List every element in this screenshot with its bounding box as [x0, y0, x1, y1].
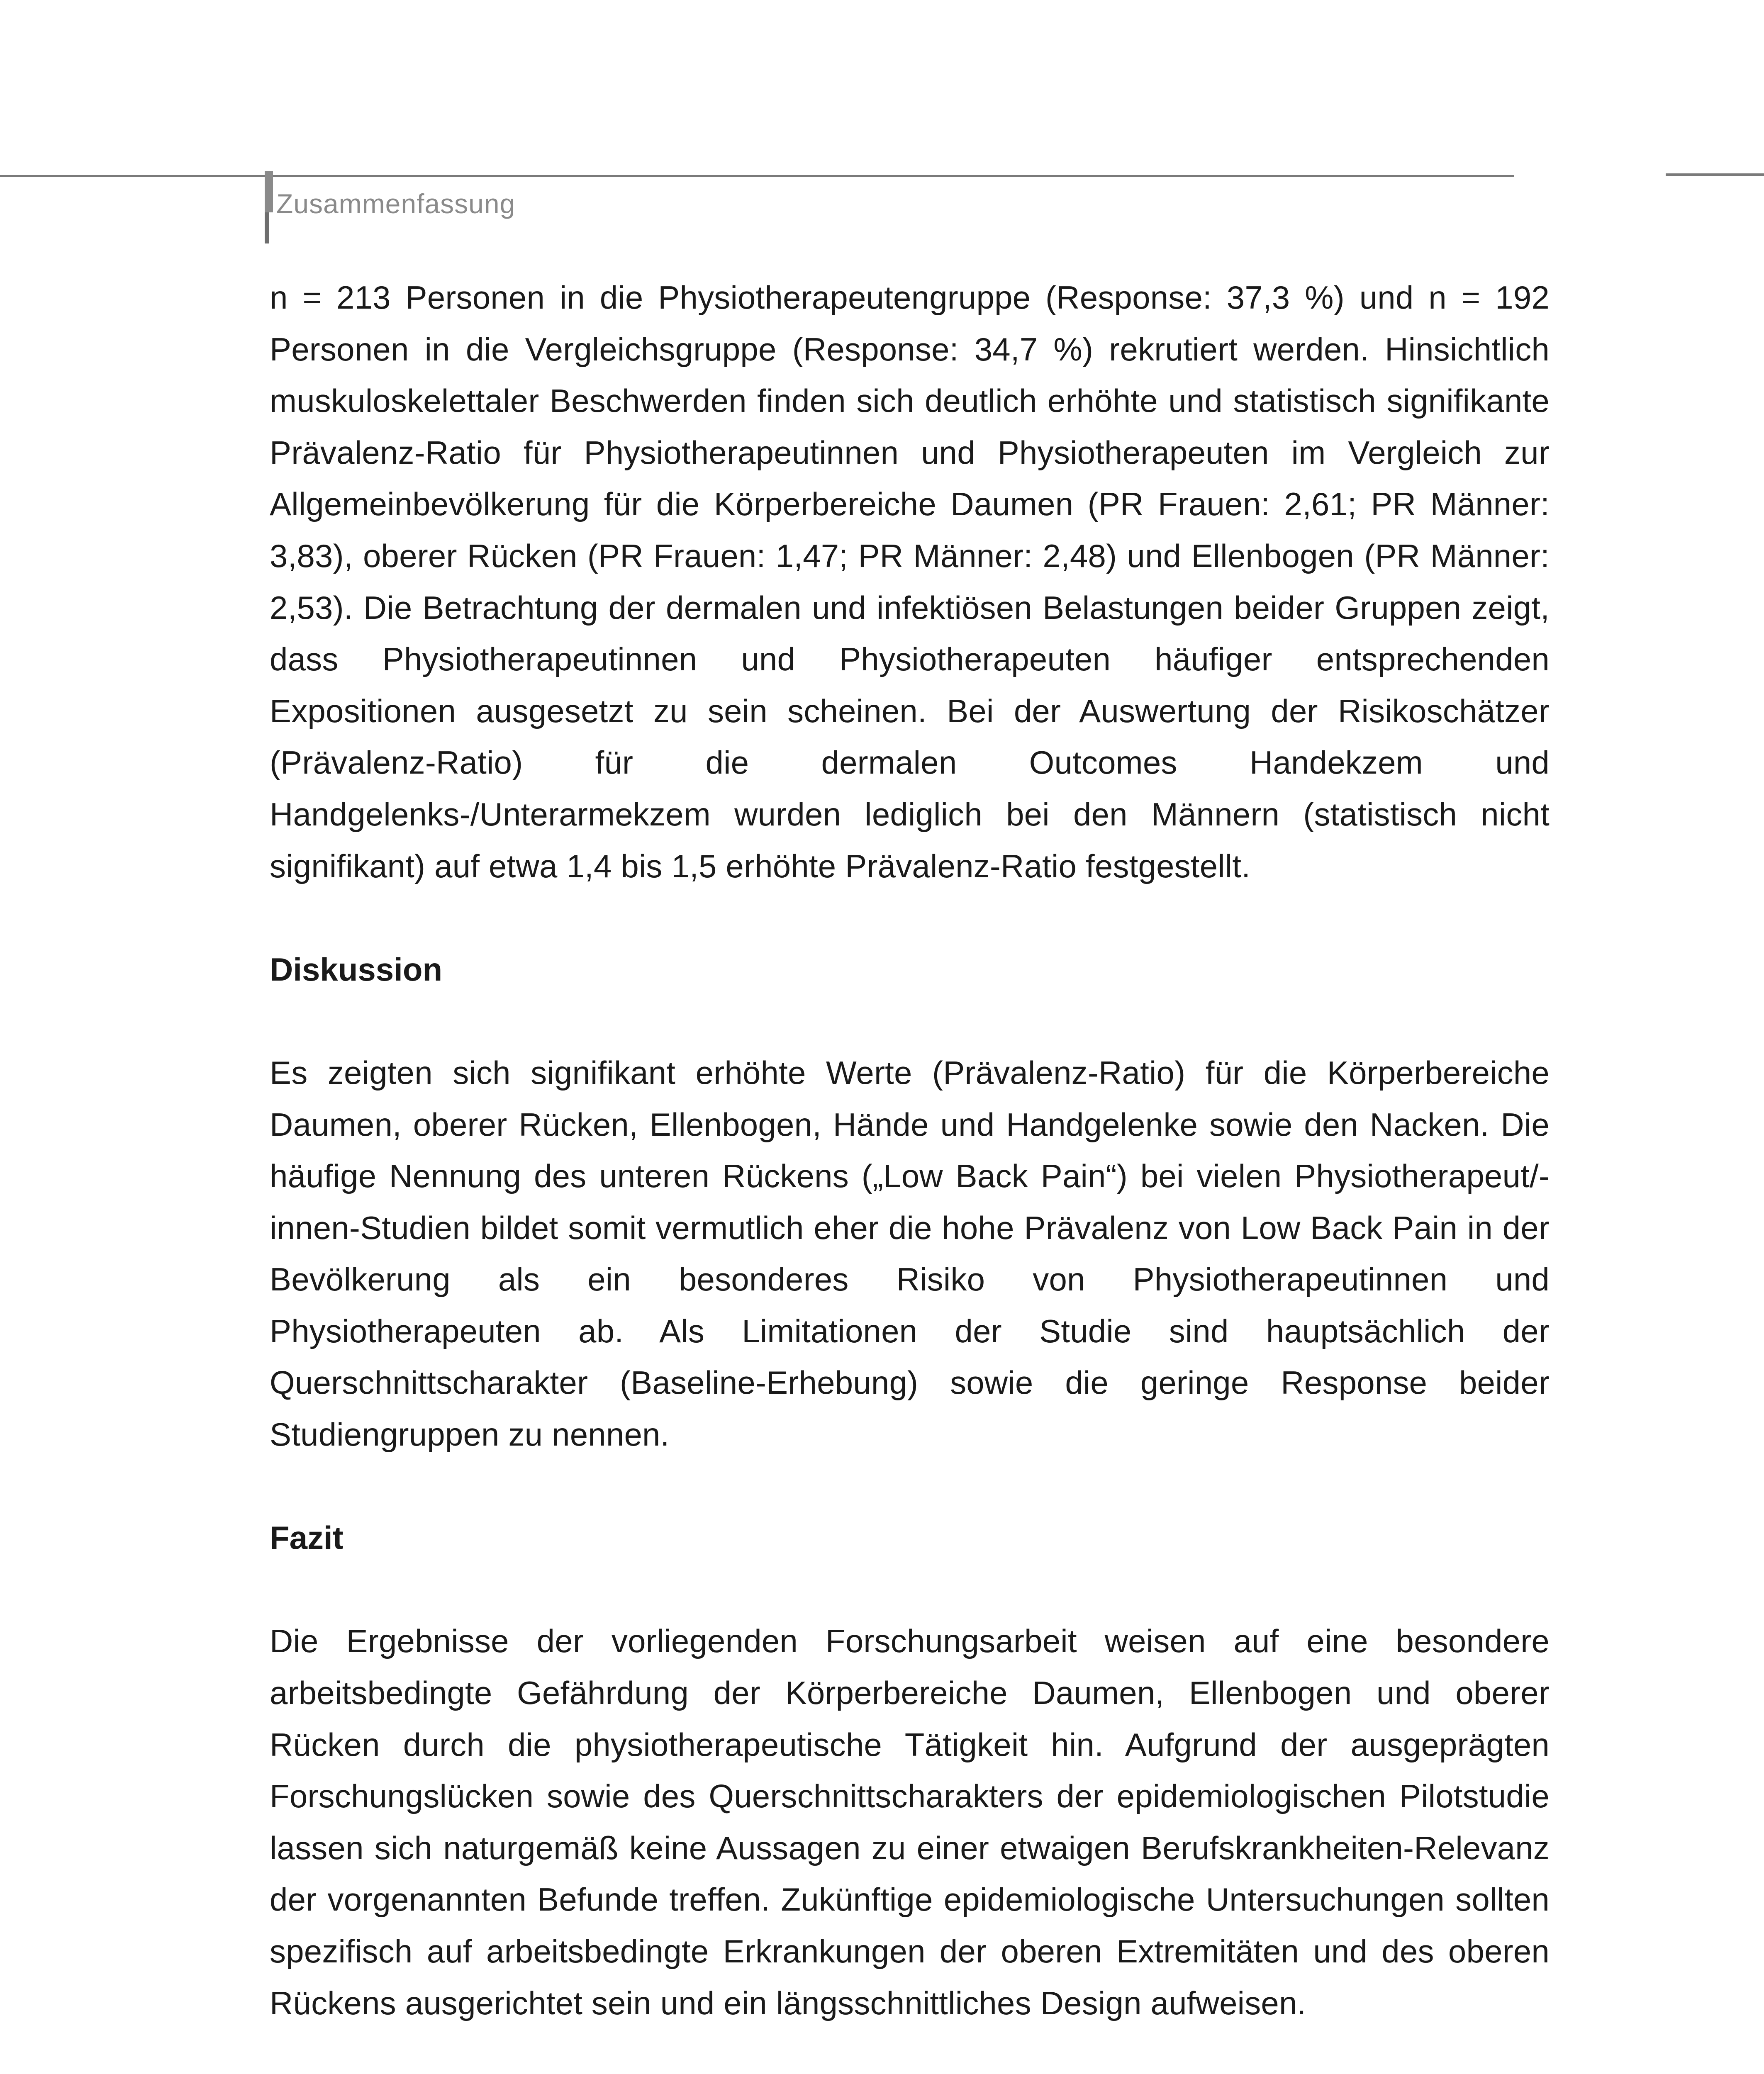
diskussion-paragraph: Es zeigten sich signifikant erhöhte Werte (Prävalenz-Ratio) für die Körperbereiche Daumen, oberer Rücken, Ellenbogen, Hände und Handgelenke sowie den Nacken. Die häufige Nennung des unteren Rückens („Low Back Pain“) bei vielen Physiotherapeut/-innen-Studien bildet somit vermutlich eher die hohe Prävalenz von Low Back Pain in der Bevölkerung als ein besonderes Risiko von Physiotherapeutinnen und Physiotherapeuten ab. Als Limitationen der Studie sind hauptsächlich der Querschnittscharakter (Baseline-Erhebung) sowie die geringe Response beider Studiengruppen zu nennen. — [270, 1054, 1550, 1453]
heading-fazit: Fazit — [270, 1519, 344, 1556]
results-paragraph: n = 213 Personen in die Physiotherapeutengruppe (Response: 37,3 %) und n = 192 Personen in die Vergleichsgruppe (Response: 34,7 %) rekrutiert werden. Hinsichtlich muskuloskelettaler Beschwerden finden sich deutlich erhöhte und statistisch signifikante Prävalenz-Ratio für Physiotherapeutinnen und Physiotherapeuten im Vergleich zur Allgemeinbevölkerung für die Körperbereiche Daumen (PR Frauen: 2,61; PR Männer: 3,83), oberer Rücken (PR Frauen: 1,47; PR Männer: 2,48) und Ellenbogen (PR Männer: 2,53). Die Betrachtung der dermalen und infektiösen Belastungen beider Gruppen zeigt, dass Physiotherapeutinnen und Physiotherapeuten häufiger entsprechenden Expositionen ausgesetzt zu sein scheinen. Bei der Auswertung der Risikoschätzer (Prävalenz-Ratio) für die dermalen Outcomes Handekzem und Handgelenks-/Unterarmekzem wurden lediglich bei den Männern (statistisch nicht signifikant) auf etwa 1,4 bis 1,5 erhöhte Prävalenz-Ratio festgestellt. — [270, 279, 1550, 884]
header-marker-cap — [265, 171, 273, 212]
fazit-paragraph: Die Ergebnisse der vorliegenden Forschungsarbeit weisen auf eine besondere arbeitsbedingte Gefährdung der Körperbereiche Daumen, Ellenbogen und oberer Rücken durch die physiotherapeutische Tätigkeit hin. Aufgrund der ausgeprägten Forschungslücken sowie des Querschnittscharakters der epidemiologischen Pilotstudie lassen sich naturgemäß keine Aussagen zu einer etwaigen Berufskrankheiten-Relevanz der vorgenannten Befunde treffen. Zukünftige epidemiologische Untersuchungen sollten spezifisch auf arbeitsbedingte Erkrankungen der oberen Extremitäten und des oberen Rückens ausgerichtet sein und ein längsschnittliches Design aufweisen. — [270, 1623, 1550, 2021]
header-rule-accent — [1666, 173, 1764, 176]
heading-diskussion: Diskussion — [270, 951, 443, 988]
header-rule — [0, 175, 1514, 177]
page-body — [270, 272, 1550, 2029]
paragraph-spacer — [270, 1461, 1550, 1512]
paragraph-spacer — [270, 1564, 1550, 1616]
paragraph-spacer — [270, 892, 1550, 944]
running-header-section-label: Zusammenfassung — [276, 188, 516, 219]
paragraph-spacer — [270, 995, 1550, 1047]
